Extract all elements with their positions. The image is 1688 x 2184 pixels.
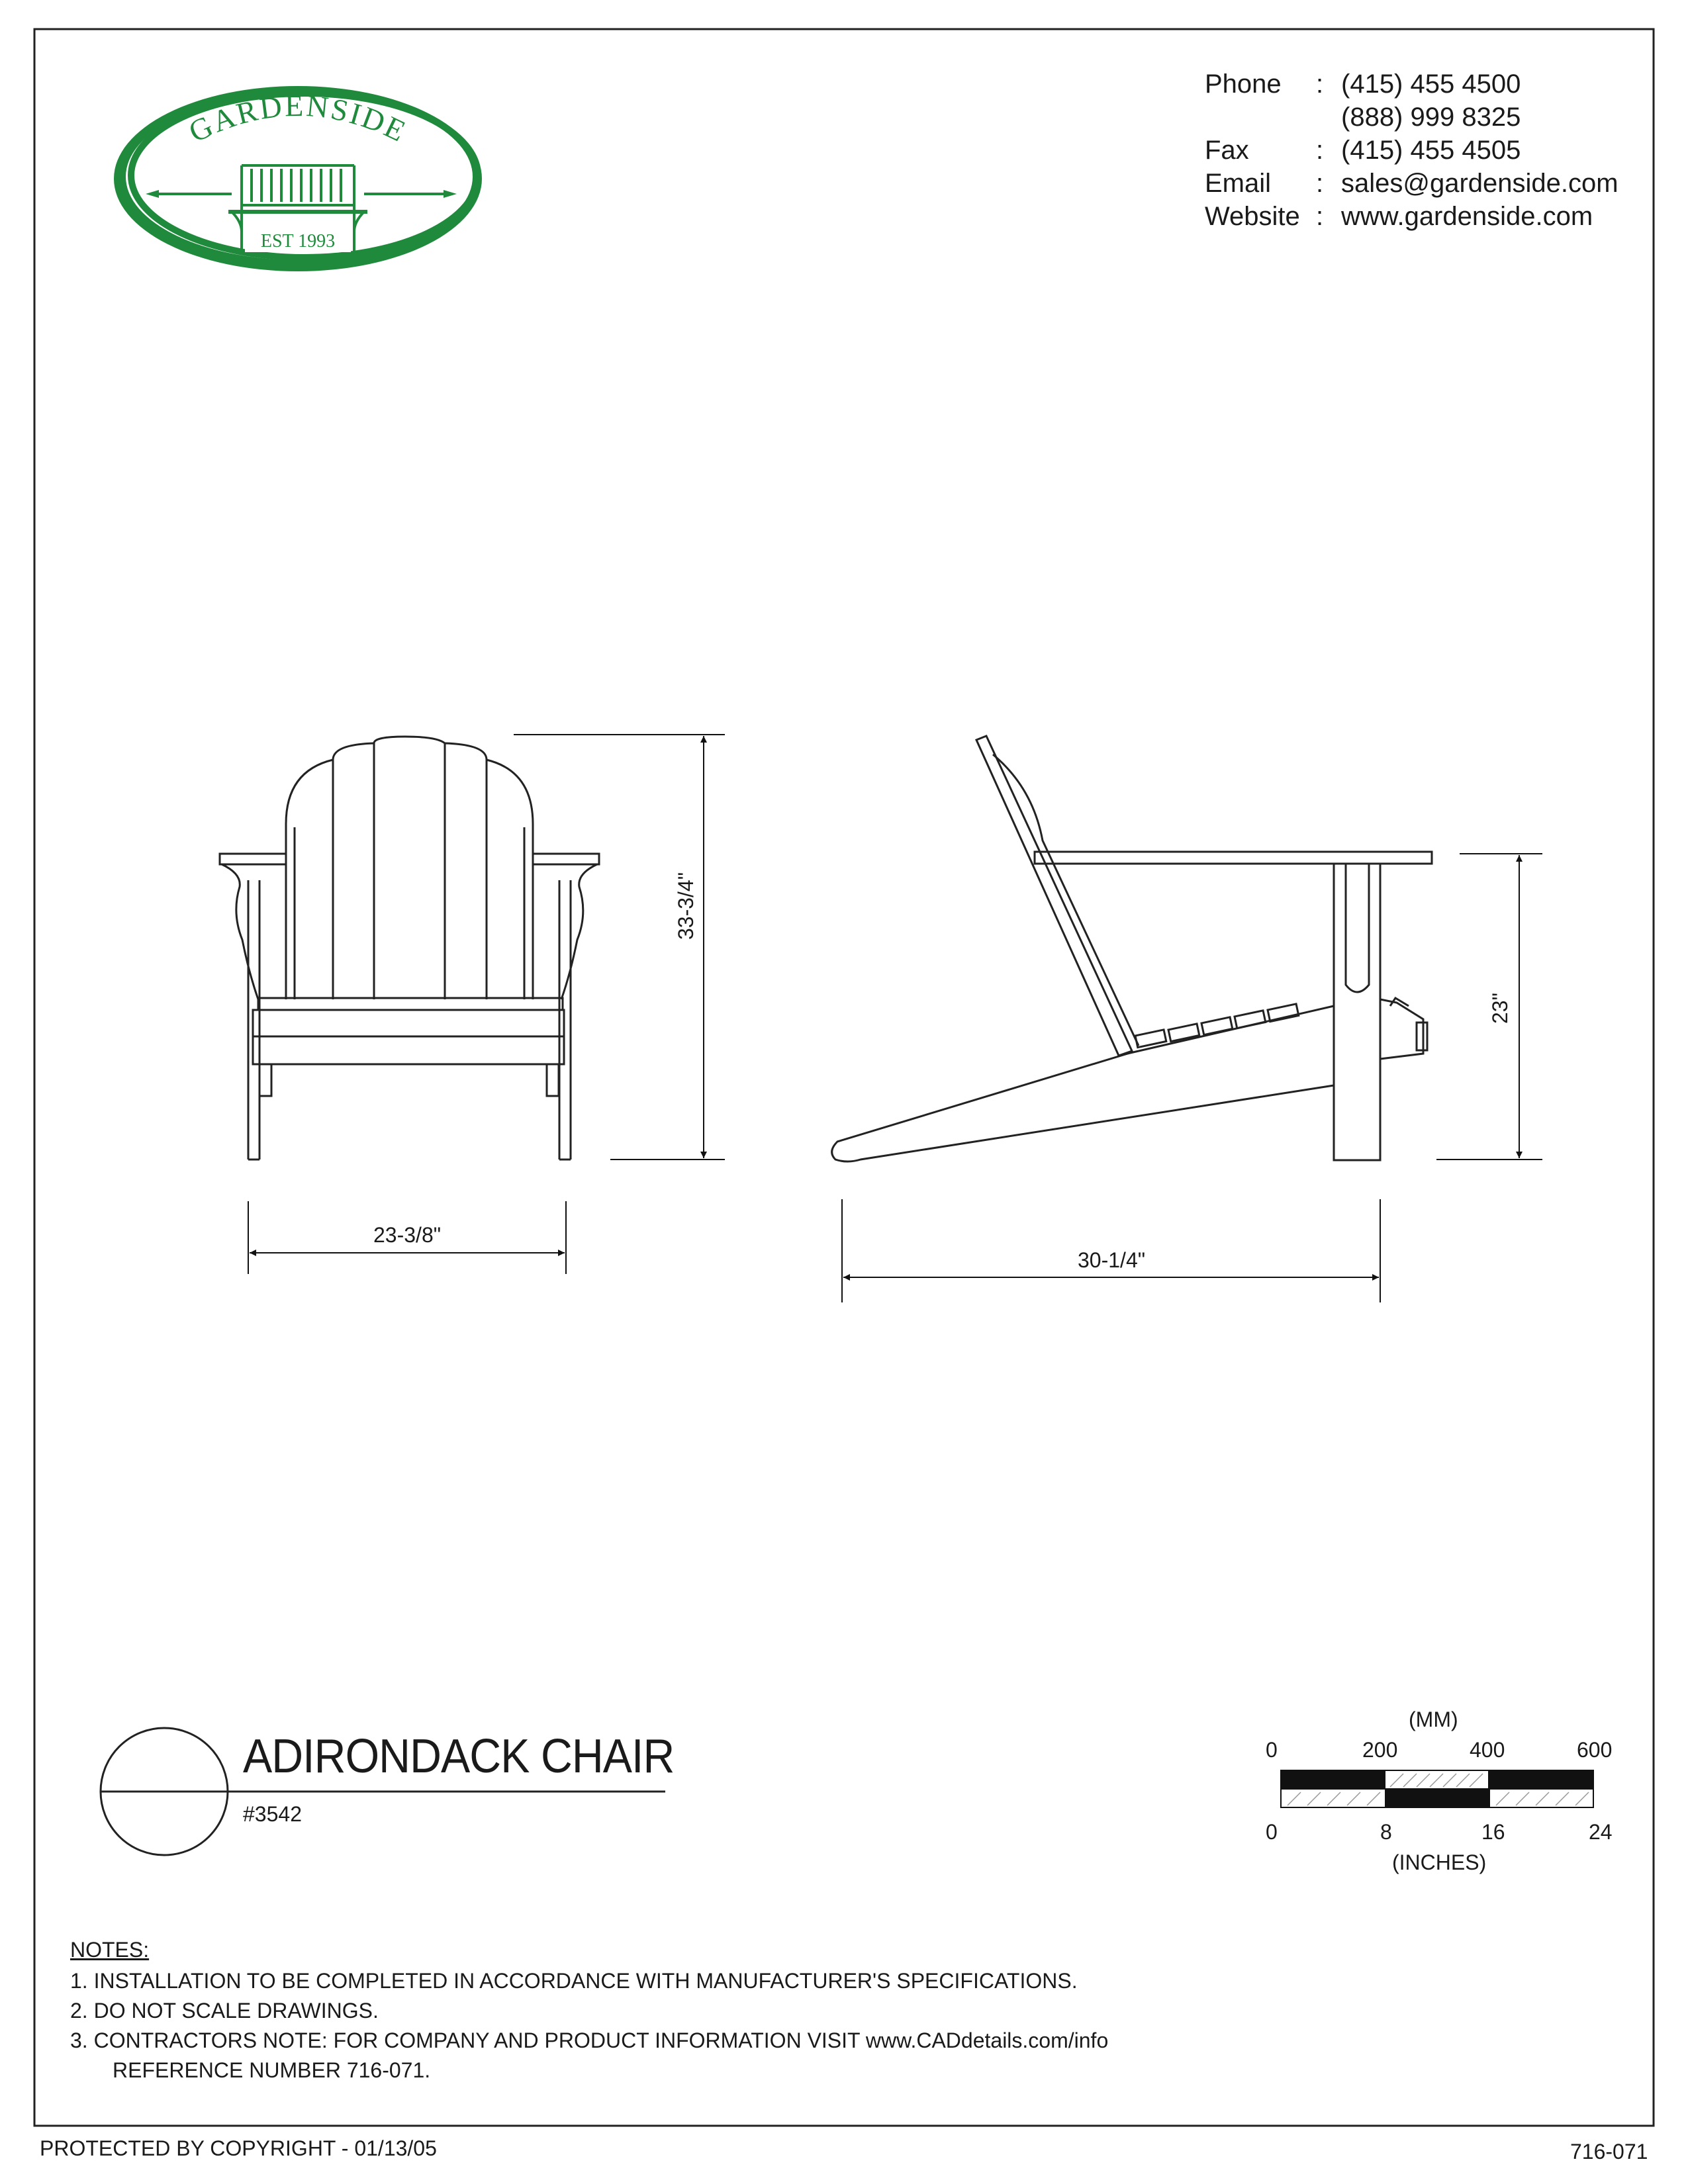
notes-heading: NOTES: (70, 1938, 150, 1962)
front-width-dimension: 23-3/8" (373, 1223, 442, 1247)
drawing-title: ADIRONDACK CHAIR (243, 1730, 675, 1783)
contact-separator: : (1316, 136, 1324, 165)
scale-mm-label: (MM) (1409, 1707, 1458, 1731)
front-view (220, 737, 599, 1160)
contact-label: Email (1205, 169, 1272, 198)
contact-fax-value: (415) 455 4505 (1341, 136, 1521, 165)
contact-label: Fax (1205, 136, 1249, 165)
contact-website-value[interactable]: www.gardenside.com (1341, 202, 1593, 231)
contact-separator: : (1316, 202, 1324, 231)
side-dimensions (842, 854, 1542, 1302)
scale-mm-tick: 400 (1470, 1738, 1505, 1762)
side-depth-dimension: 30-1/4" (1078, 1248, 1146, 1272)
scale-inch-tick: 0 (1266, 1820, 1278, 1844)
drawing-number: #3542 (243, 1802, 302, 1826)
contact-separator: : (1316, 169, 1324, 198)
scale-mm-tick: 200 (1362, 1738, 1398, 1762)
contact-separator: : (1316, 69, 1324, 99)
logo-company-name: GARDENSIDE (183, 88, 412, 149)
scale-inch-tick: 8 (1380, 1820, 1392, 1844)
side-view (832, 736, 1432, 1161)
scale-inches-label: (INCHES) (1392, 1850, 1487, 1874)
scale-mm-tick: 0 (1266, 1738, 1278, 1762)
contact-label: Phone (1205, 69, 1282, 99)
logo-established: EST 1993 (260, 231, 336, 251)
copyright-notice: PROTECTED BY COPYRIGHT - 01/13/05 (40, 2136, 437, 2160)
note-item: 1. INSTALLATION TO BE COMPLETED IN ACCORDANCE WITH MANUFACTURER'S SPECIFICATIONS. (70, 1969, 1078, 1993)
contact-email-value[interactable]: sales@gardenside.com (1341, 169, 1618, 198)
scale-mm-tick: 600 (1577, 1738, 1613, 1762)
note-item: REFERENCE NUMBER 716-071. (113, 2058, 431, 2082)
contact-label: Website (1205, 202, 1300, 231)
front-height-dimension: 33-3/4" (674, 872, 698, 940)
note-item: 3. CONTRACTORS NOTE: FOR COMPANY AND PRODUCT INFORMATION VISIT www.CADdetails.com/info (70, 2028, 1109, 2052)
reference-number: 716-071 (1570, 2140, 1648, 2163)
contact-phone-value: (415) 455 4500 (1341, 69, 1521, 99)
scale-inch-tick: 16 (1481, 1820, 1505, 1844)
contact-phone2-value: (888) 999 8325 (1341, 103, 1521, 132)
scale-inch-tick: 24 (1589, 1820, 1613, 1844)
note-item: 2. DO NOT SCALE DRAWINGS. (70, 1999, 379, 2023)
side-arm-height-dimension: 23" (1488, 993, 1512, 1024)
graphic-scale-bar (1281, 1770, 1593, 1807)
